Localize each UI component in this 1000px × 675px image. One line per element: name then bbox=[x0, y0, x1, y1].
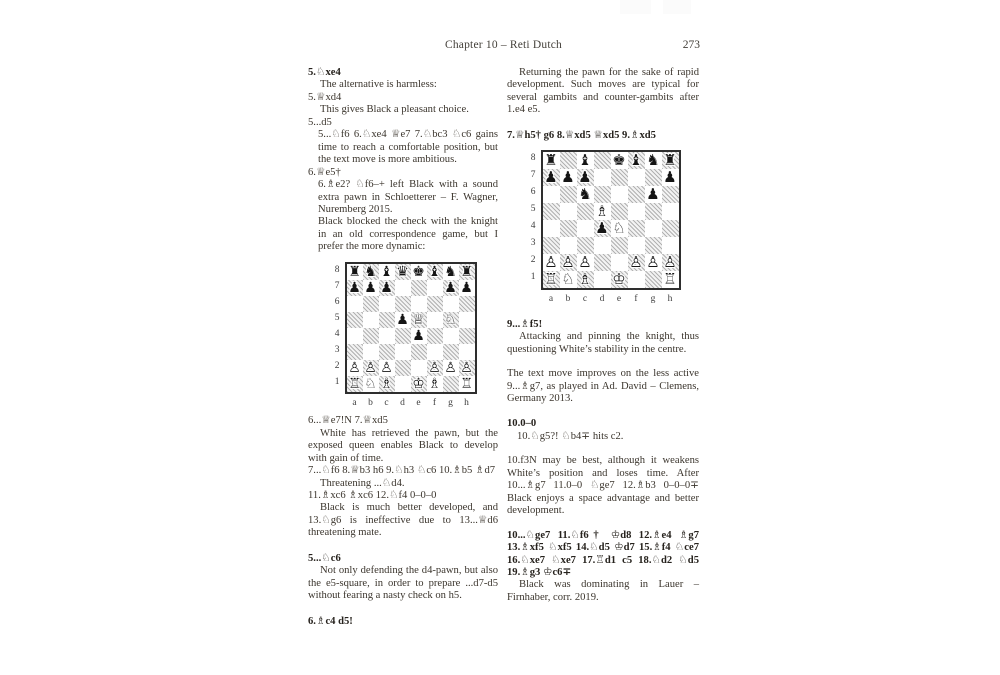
board-square-b1 bbox=[560, 271, 577, 288]
board-square-a8 bbox=[347, 264, 363, 280]
chess-piece: ♘ bbox=[612, 219, 626, 238]
board-square-b7 bbox=[560, 169, 577, 186]
board-square-h1 bbox=[459, 376, 475, 392]
board-square-f4 bbox=[427, 328, 443, 344]
board-square-b4 bbox=[560, 220, 577, 237]
chess-piece: ♗ bbox=[428, 375, 441, 392]
chess-piece: ♛ bbox=[396, 263, 409, 280]
text-block: 10...♘ge7 11.♘f6† ♔d8 12.♗e4 ♗g7 13.♗xf5 ♘xf5 14.♘d5 ♔d7 15.♗f4 ♘ce7 16.♘xe7 ♘xe7 17.♖d1 c5 18.♘d2 ♘d5 19.♗g3 ♔c6∓ bbox=[507, 529, 699, 578]
chess-piece: ♟ bbox=[544, 168, 558, 187]
text-block: 7...♘f6 8.♕b3 h6 9.♘h3 ♘c6 10.♗b5 ♗d7 bbox=[308, 465, 496, 477]
board-square-e6 bbox=[611, 186, 628, 203]
board-square-c3 bbox=[577, 237, 594, 254]
chess-piece: ♗ bbox=[380, 375, 393, 392]
board-square-e6 bbox=[411, 296, 427, 312]
board-square-a4 bbox=[543, 220, 560, 237]
file-label: c bbox=[582, 294, 588, 305]
text-block: White has retrieved the pawn, but the exposed queen enables Black to develop with gain of time. bbox=[308, 427, 498, 464]
text-block: 10.♘g5?! ♘b4∓ hits c2. bbox=[517, 430, 624, 442]
board-square-c7 bbox=[577, 169, 594, 186]
chess-piece: ♜ bbox=[348, 263, 361, 280]
chess-piece: ♟ bbox=[663, 168, 677, 187]
board-square-b7 bbox=[363, 280, 379, 296]
file-label: f bbox=[634, 294, 638, 305]
board-square-d7 bbox=[395, 280, 411, 296]
board-square-h7 bbox=[662, 169, 679, 186]
board-square-a6 bbox=[347, 296, 363, 312]
chess-piece: ♟ bbox=[396, 311, 409, 328]
board-square-f3 bbox=[427, 344, 443, 360]
rank-label: 2 bbox=[530, 255, 536, 266]
board-square-d6 bbox=[395, 296, 411, 312]
rank-label: 5 bbox=[530, 204, 536, 215]
rank-label: 5 bbox=[334, 312, 340, 323]
board-square-g2 bbox=[443, 360, 459, 376]
board-square-b8 bbox=[363, 264, 379, 280]
chess-piece: ♜ bbox=[663, 151, 677, 170]
chess-diagram-d2 bbox=[507, 150, 699, 305]
board-square-a2 bbox=[347, 360, 363, 376]
board-square-h8 bbox=[662, 152, 679, 169]
text-block: The alternative is harmless: bbox=[320, 79, 437, 91]
board-square-a7 bbox=[347, 280, 363, 296]
board-square-g7 bbox=[645, 169, 662, 186]
board-square-f2 bbox=[427, 360, 443, 376]
board-square-d4 bbox=[594, 220, 611, 237]
text-block: 7.♕h5† g6 8.♕xd5 ♕xd5 9.♗xd5 bbox=[507, 129, 656, 141]
text-block: Threatening ...♘d4. bbox=[320, 477, 405, 489]
board-square-c4 bbox=[577, 220, 594, 237]
chess-piece: ♙ bbox=[380, 359, 393, 376]
board-square-d8 bbox=[594, 152, 611, 169]
board-square-c4 bbox=[379, 328, 395, 344]
chess-piece: ♟ bbox=[561, 168, 575, 187]
rank-label: 2 bbox=[334, 360, 340, 371]
board-square-e1 bbox=[611, 271, 628, 288]
chess-piece: ♜ bbox=[460, 263, 473, 280]
chess-piece: ♝ bbox=[380, 263, 393, 280]
chess-diagram-d1 bbox=[308, 262, 498, 409]
board-square-c8 bbox=[577, 152, 594, 169]
rank-label: 7 bbox=[334, 280, 340, 291]
text-block: 10.0–0 bbox=[507, 418, 537, 430]
text-block: Black blocked the check with the knight in an old correspondence game, but I prefer the more dynamic: bbox=[318, 216, 498, 253]
page-header bbox=[308, 39, 699, 55]
board-square-e2 bbox=[411, 360, 427, 376]
file-label: d bbox=[599, 294, 605, 305]
board-square-f4 bbox=[628, 220, 645, 237]
board-square-h1 bbox=[662, 271, 679, 288]
board-square-e1 bbox=[411, 376, 427, 392]
board-square-g5 bbox=[443, 312, 459, 328]
file-label: g bbox=[448, 397, 453, 408]
board-square-a2 bbox=[543, 254, 560, 271]
board-square-d3 bbox=[594, 237, 611, 254]
chess-piece: ♟ bbox=[412, 327, 425, 344]
text-block: 5.♘xe4 bbox=[308, 67, 341, 78]
board-square-g7 bbox=[443, 280, 459, 296]
chess-piece: ♙ bbox=[663, 253, 677, 272]
text-block: 5...♘f6 6.♘xe4 ♕e7 7.♘bc3 ♘c6 gains time to reach a comfortable position, but the text move is more ambitious. bbox=[318, 129, 498, 166]
board-square-g5 bbox=[645, 203, 662, 220]
chess-piece: ♙ bbox=[646, 253, 660, 272]
board-square-c1 bbox=[577, 271, 594, 288]
board-square-c1 bbox=[379, 376, 395, 392]
board-square-c2 bbox=[379, 360, 395, 376]
chess-piece: ♞ bbox=[444, 263, 457, 280]
rank-label: 8 bbox=[334, 264, 340, 275]
text-block: 5...d5 bbox=[308, 116, 332, 128]
chapter-title: Chapter 10 – Reti Dutch bbox=[444, 39, 563, 51]
chess-piece: ♜ bbox=[544, 151, 558, 170]
board-square-b6 bbox=[560, 186, 577, 203]
text-block: Black was dominating in Lauer – Firnhaber, corr. 2019. bbox=[507, 579, 699, 603]
file-label: b bbox=[368, 397, 373, 408]
board-square-h3 bbox=[662, 237, 679, 254]
chess-piece: ♟ bbox=[578, 168, 592, 187]
board-square-d1 bbox=[395, 376, 411, 392]
text-block: Not only defending the d4-pawn, but also the e5-square, in order to prepare ...d7-d5 without fearing a nasty check on h5. bbox=[308, 565, 498, 602]
left-column bbox=[308, 67, 498, 628]
chess-piece: ♚ bbox=[412, 263, 425, 280]
board-square-g1 bbox=[645, 271, 662, 288]
board-square-e7 bbox=[611, 169, 628, 186]
chess-piece: ♙ bbox=[561, 253, 575, 272]
board-square-c5 bbox=[577, 203, 594, 220]
scan-artifact-right bbox=[663, 0, 691, 14]
board-square-h4 bbox=[459, 328, 475, 344]
chess-piece: ♙ bbox=[460, 359, 473, 376]
chess-piece: ♗ bbox=[578, 270, 592, 289]
chess-board bbox=[345, 262, 477, 394]
chess-piece: ♗ bbox=[595, 202, 609, 221]
board-square-d4 bbox=[395, 328, 411, 344]
board-square-e4 bbox=[611, 220, 628, 237]
board-square-b1 bbox=[363, 376, 379, 392]
board-square-b3 bbox=[363, 344, 379, 360]
board-square-c2 bbox=[577, 254, 594, 271]
board-square-a1 bbox=[347, 376, 363, 392]
rank-label: 3 bbox=[334, 344, 340, 355]
board-square-h3 bbox=[459, 344, 475, 360]
rank-label: 1 bbox=[530, 272, 536, 283]
board-square-c3 bbox=[379, 344, 395, 360]
page-number: 273 bbox=[682, 39, 700, 51]
board-square-a8 bbox=[543, 152, 560, 169]
file-label: g bbox=[650, 294, 656, 305]
board-square-g4 bbox=[443, 328, 459, 344]
chess-piece: ♟ bbox=[348, 279, 361, 296]
board-square-d3 bbox=[395, 344, 411, 360]
board-square-f2 bbox=[628, 254, 645, 271]
board-square-d1 bbox=[594, 271, 611, 288]
board-square-a5 bbox=[347, 312, 363, 328]
board-square-g4 bbox=[645, 220, 662, 237]
board-square-f8 bbox=[427, 264, 443, 280]
text-block: 6.♕e5† bbox=[308, 166, 341, 178]
board-square-a3 bbox=[543, 237, 560, 254]
chess-piece: ♘ bbox=[444, 311, 457, 328]
chess-piece: ♞ bbox=[578, 185, 592, 204]
board-square-d8 bbox=[395, 264, 411, 280]
board-square-g2 bbox=[645, 254, 662, 271]
chess-piece: ♝ bbox=[428, 263, 441, 280]
file-label: h bbox=[667, 294, 673, 305]
chess-piece: ♖ bbox=[663, 270, 677, 289]
board-square-g8 bbox=[443, 264, 459, 280]
chess-piece: ♟ bbox=[646, 185, 660, 204]
file-label: e bbox=[416, 397, 421, 408]
board-square-f5 bbox=[628, 203, 645, 220]
text-block: 6.♗c4 d5! bbox=[308, 615, 353, 627]
chess-piece: ♚ bbox=[612, 151, 626, 170]
file-label: b bbox=[565, 294, 571, 305]
board-square-c5 bbox=[379, 312, 395, 328]
board-square-b6 bbox=[363, 296, 379, 312]
board-square-h5 bbox=[662, 203, 679, 220]
board-square-e7 bbox=[411, 280, 427, 296]
file-label: c bbox=[384, 397, 389, 408]
board-square-a5 bbox=[543, 203, 560, 220]
board-square-h2 bbox=[459, 360, 475, 376]
board-square-e3 bbox=[611, 237, 628, 254]
board-square-c6 bbox=[577, 186, 594, 203]
rank-label: 6 bbox=[334, 296, 340, 307]
board-square-f5 bbox=[427, 312, 443, 328]
board-square-b5 bbox=[560, 203, 577, 220]
file-label: d bbox=[400, 397, 405, 408]
board-square-a1 bbox=[543, 271, 560, 288]
board-square-a6 bbox=[543, 186, 560, 203]
board-square-f7 bbox=[628, 169, 645, 186]
board-square-h6 bbox=[662, 186, 679, 203]
board-square-f8 bbox=[628, 152, 645, 169]
board-square-f6 bbox=[628, 186, 645, 203]
board-square-e5 bbox=[611, 203, 628, 220]
text-block: This gives Black a pleasant choice. bbox=[320, 104, 469, 116]
text-block: Black is much better developed, and 13.♘g6 is ineffective due to 13...♕d6 threatening mate. bbox=[308, 502, 498, 539]
file-label: a bbox=[548, 294, 554, 305]
board-square-c7 bbox=[379, 280, 395, 296]
board-square-f1 bbox=[628, 271, 645, 288]
chess-piece: ♝ bbox=[629, 151, 643, 170]
board-square-e8 bbox=[611, 152, 628, 169]
board-square-b5 bbox=[363, 312, 379, 328]
board-square-f7 bbox=[427, 280, 443, 296]
board-square-g1 bbox=[443, 376, 459, 392]
board-square-h2 bbox=[662, 254, 679, 271]
file-label: f bbox=[432, 397, 437, 408]
text-block: Returning the pawn for the sake of rapid development. Such moves are typical for several gambits and counter-gambits after 1.e4 e5. bbox=[507, 67, 699, 116]
board-square-b8 bbox=[560, 152, 577, 169]
board-square-e5 bbox=[411, 312, 427, 328]
board-square-f6 bbox=[427, 296, 443, 312]
board-square-f3 bbox=[628, 237, 645, 254]
text-block: 6.♗e2? ♘f6–+ left Black with a sound extra pawn in Schloetterer – F. Wagner, Nuremberg 2015. bbox=[318, 179, 498, 215]
board-square-g6 bbox=[443, 296, 459, 312]
board-square-d2 bbox=[594, 254, 611, 271]
board-square-b2 bbox=[560, 254, 577, 271]
rank-label: 1 bbox=[334, 376, 340, 387]
text-block: 10.f3N may be best, although it weakens White’s position and loses time. After 10...♗g7 11.0–0 ♘ge7 12.♗b3 0–0–0∓ Black enjoys a space advantage and better development. bbox=[507, 455, 699, 517]
rank-label: 4 bbox=[530, 221, 536, 232]
file-label: h bbox=[464, 397, 469, 408]
file-label: a bbox=[352, 397, 357, 408]
chess-piece: ♟ bbox=[380, 279, 393, 296]
chess-piece: ♟ bbox=[444, 279, 457, 296]
chess-piece: ♟ bbox=[460, 279, 473, 296]
text-block: 5...♘c6 bbox=[308, 552, 341, 564]
board-square-d5 bbox=[395, 312, 411, 328]
board-square-h8 bbox=[459, 264, 475, 280]
board-square-b2 bbox=[363, 360, 379, 376]
rank-label: 6 bbox=[530, 187, 536, 198]
text-block: 9...♗f5! bbox=[507, 318, 543, 330]
rank-label: 7 bbox=[530, 170, 536, 181]
chess-piece: ♙ bbox=[348, 359, 361, 376]
chess-piece: ♕ bbox=[412, 311, 425, 328]
chess-piece: ♞ bbox=[646, 151, 660, 170]
chess-board bbox=[541, 150, 681, 290]
board-square-e3 bbox=[411, 344, 427, 360]
board-square-g8 bbox=[645, 152, 662, 169]
board-square-d6 bbox=[594, 186, 611, 203]
board-square-c6 bbox=[379, 296, 395, 312]
board-square-e2 bbox=[611, 254, 628, 271]
board-square-h4 bbox=[662, 220, 679, 237]
board-square-b3 bbox=[560, 237, 577, 254]
chess-piece: ♙ bbox=[629, 253, 643, 272]
chess-piece: ♙ bbox=[364, 359, 377, 376]
board-square-e8 bbox=[411, 264, 427, 280]
board-square-d5 bbox=[594, 203, 611, 220]
chess-piece: ♔ bbox=[612, 270, 626, 289]
board-square-g3 bbox=[443, 344, 459, 360]
text-block: 6...♕e7!N 7.♕xd5 bbox=[308, 415, 388, 427]
chess-piece: ♙ bbox=[428, 359, 441, 376]
text-block: The text move improves on the less active 9...♗g7, as played in Ad. David – Clemens, Germany 2013. bbox=[507, 368, 699, 404]
board-square-a4 bbox=[347, 328, 363, 344]
board-square-h5 bbox=[459, 312, 475, 328]
chess-piece: ♝ bbox=[578, 151, 592, 170]
board-square-e4 bbox=[411, 328, 427, 344]
chess-piece: ♘ bbox=[364, 375, 377, 392]
rank-label: 3 bbox=[530, 238, 536, 249]
board-square-b4 bbox=[363, 328, 379, 344]
board-square-d7 bbox=[594, 169, 611, 186]
rank-label: 8 bbox=[530, 153, 536, 164]
chess-piece: ♞ bbox=[364, 263, 377, 280]
chess-piece: ♙ bbox=[444, 359, 457, 376]
chess-piece: ♙ bbox=[544, 253, 558, 272]
right-column bbox=[507, 67, 699, 604]
chess-piece: ♘ bbox=[561, 270, 575, 289]
board-square-h7 bbox=[459, 280, 475, 296]
file-label: e bbox=[616, 294, 622, 305]
rank-label: 4 bbox=[334, 328, 340, 339]
chess-piece: ♔ bbox=[412, 375, 425, 392]
chess-piece: ♖ bbox=[460, 375, 473, 392]
board-square-h6 bbox=[459, 296, 475, 312]
board-square-g3 bbox=[645, 237, 662, 254]
chess-piece: ♖ bbox=[544, 270, 558, 289]
chess-piece: ♙ bbox=[578, 253, 592, 272]
board-square-f1 bbox=[427, 376, 443, 392]
board-square-a7 bbox=[543, 169, 560, 186]
chess-piece: ♖ bbox=[348, 375, 361, 392]
board-square-c8 bbox=[379, 264, 395, 280]
scan-artifact-left bbox=[620, 0, 651, 14]
chess-piece: ♟ bbox=[595, 219, 609, 238]
board-square-d2 bbox=[395, 360, 411, 376]
board-square-g6 bbox=[645, 186, 662, 203]
board-square-a3 bbox=[347, 344, 363, 360]
text-block: Attacking and pinning the knight, thus questioning White’s stability in the centre. bbox=[507, 331, 699, 355]
chess-piece: ♟ bbox=[364, 279, 377, 296]
text-block: 11.♗xc6 ♗xc6 12.♘f4 0–0–0 bbox=[308, 489, 437, 501]
text-block: 5.♕xd4 bbox=[308, 91, 342, 103]
